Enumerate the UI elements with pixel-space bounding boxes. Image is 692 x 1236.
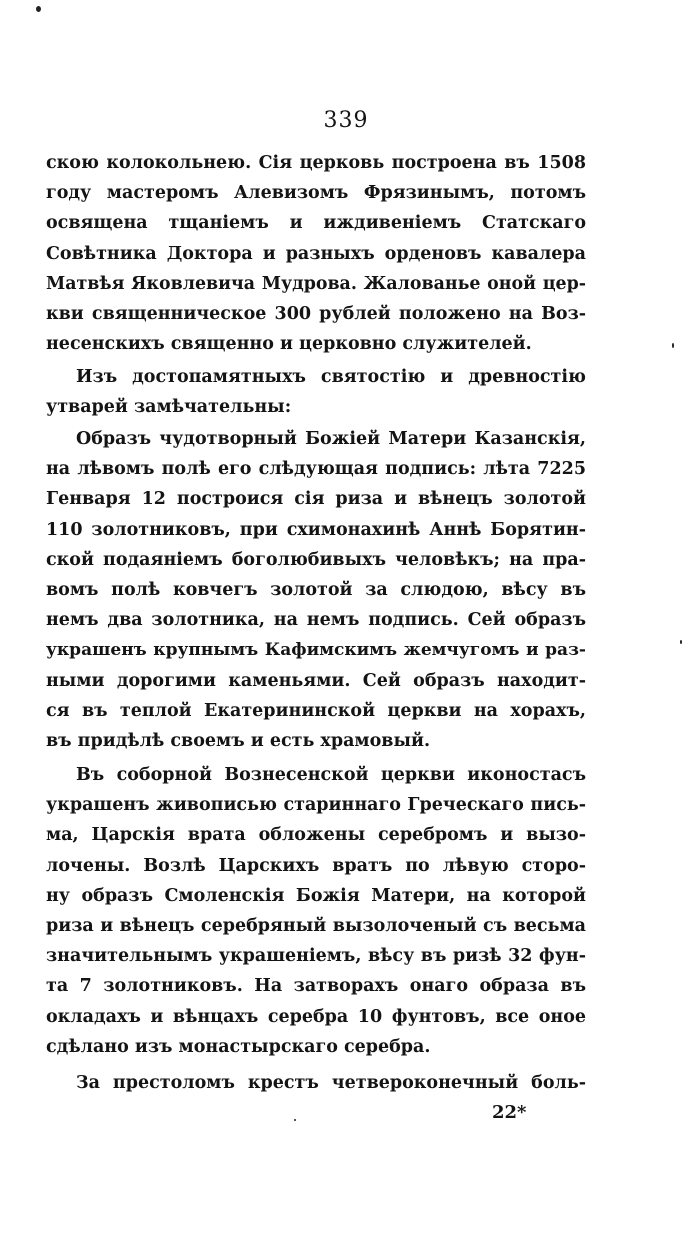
text-line: украшенъ крупнымъ Кафимскимъ жемчугомъ и раз- [46,640,586,661]
text-line: Изъ достопамятныхъ святостію и древностію [76,367,586,387]
page-number: 339 [323,108,369,133]
text-line: скою колокольнею. Сія церковь построена въ 1508 [46,153,586,173]
text-line: украшенъ живописью стариннаго Греческаго пись- [46,795,586,816]
paragraph-continuation [46,148,586,359]
text-line: въ придѣлѣ своемъ и есть храмовый. [46,730,431,751]
signature-mark: 22* [492,1102,527,1123]
paragraph-cross [46,1068,586,1098]
text-line: несенскихъ священно и церковно служителей. [46,334,532,355]
paragraph-kazan-icon [46,424,586,756]
text-line: вомъ полѣ ковчегъ золотой за слюдою, вѣсу въ [46,579,586,600]
text-line: сдѣлано изъ монастырскаго серебра. [46,1036,431,1057]
text-line: освящена тщаніемъ и иждивеніемъ Статскаго [46,213,586,234]
text-line: лочены. Возлѣ Царскихъ вратъ по лѣвую сторо- [46,855,586,876]
text-line: Совѣтника Доктора и разныхъ орденовъ кавалера [46,243,586,264]
text-line: Матвѣя Яковлевича Мудрова. Жалованье оной цер- [46,273,586,294]
text-line: на лѣвомъ полѣ его слѣдующая подпись: лѣта 7225 [46,459,586,480]
paragraph-iconostasis [46,760,586,1062]
text-line: Генваря 12 построися сія риза и вѣнецъ золотой [46,489,586,510]
text-line: кви священническое 300 рублей положено на Воз- [46,303,586,324]
text-line: ской подаяніемъ боголюбивыхъ человѣкъ; на пра- [46,549,586,570]
text-line: году мастеромъ Алевизомъ Фрязинымъ, потомъ [46,183,586,204]
text-line: ма, Царскія врата обложены серебромъ и вызо- [46,825,586,846]
paragraph-relics-intro [46,362,586,422]
text-line: та 7 золотниковъ. На затворахъ онаго образа въ [46,976,586,997]
text-line: Въ соборной Вознесенской церкви иконостасъ [76,765,586,785]
text-line: значительнымъ украшеніемъ, вѣсу въ ризѣ 32 фун- [46,946,586,967]
text-line: 110 золотниковъ, при схимонахинѣ Аннѣ Борятин- [46,519,586,540]
text-line: немъ два золотника, на немъ подпись. Сей образъ [46,610,586,631]
text-line: Образъ чудотворный Божіей Матери Казанскія, [76,429,586,449]
text-line: утварей замѣчательны: [46,397,292,418]
ink-speck [672,343,674,348]
text-line: За престоломъ крестъ четвероконечный боль- [76,1073,586,1093]
text-line: ну образъ Смоленскія Божія Матери, на которой [46,885,586,906]
text-line: ными дорогими каменьями. Сей образъ находит- [46,670,586,691]
text-line: риза и вѣнецъ серебряный вызолоченый съ весьма [46,915,586,936]
ink-speck [294,1119,296,1121]
text-line: ся въ теплой Екатерининской церкви на хорахъ, [46,700,586,721]
text-line: окладахъ и вѣнцахъ серебра 10 фунтовъ, все оное [46,1006,586,1027]
ink-speck [36,6,41,12]
ink-speck [680,640,682,644]
